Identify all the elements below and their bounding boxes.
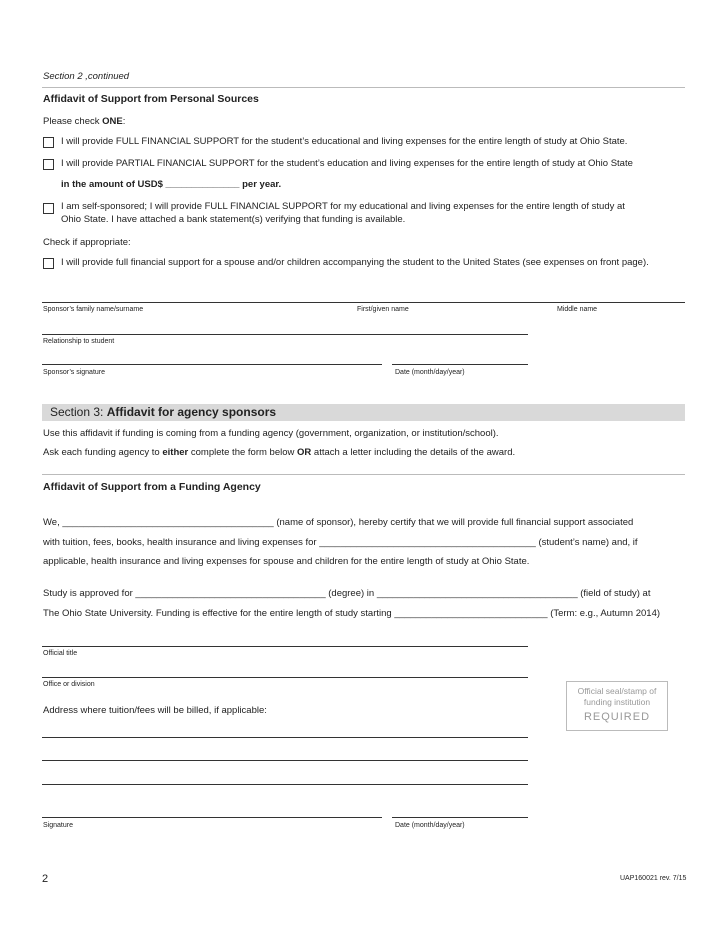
agency-signature-label: Signature bbox=[43, 822, 73, 829]
section3-title: Affidavit for agency sponsors bbox=[106, 405, 277, 419]
intro2-or: OR bbox=[297, 447, 312, 458]
seal-required: REQUIRED bbox=[583, 711, 651, 723]
section-continued-label: Section 2 ,continued bbox=[43, 71, 130, 82]
family-support-checkbox[interactable] bbox=[43, 258, 54, 269]
study-approved-line2[interactable]: The Ohio State University. Funding is effective for the entire length of study starting _____________________________ (Term: e.g., Autumn 2014) bbox=[43, 608, 661, 619]
official-seal-box bbox=[566, 681, 668, 731]
full-support-checkbox[interactable] bbox=[43, 137, 54, 148]
partial-support-option: I will provide PARTIAL FINANCIAL SUPPORT for the student’s education and living expenses for the entire length of study at Ohio State bbox=[61, 158, 633, 169]
intro2-a: Ask each funding agency to bbox=[43, 447, 163, 458]
billing-address-line2[interactable] bbox=[42, 760, 528, 761]
check-one-emphasis: ONE bbox=[102, 116, 123, 127]
agency-certify-line2[interactable]: with tuition, fees, books, health insurance and living expenses for _________________________________________ (student’s name) and, if bbox=[43, 537, 638, 548]
intro2-either: either bbox=[162, 447, 189, 458]
sponsor-name-line[interactable] bbox=[42, 302, 685, 303]
billing-address-line3[interactable] bbox=[42, 784, 528, 785]
check-colon: : bbox=[122, 116, 126, 127]
form-code: UAP160021 rev. 7/15 bbox=[620, 875, 687, 882]
section3-prefix: Section 3: bbox=[50, 405, 107, 419]
self-sponsored-option-line1: I am self-sponsored; I will provide FULL FINANCIAL SUPPORT for my educational and living expenses for the entire length of study at bbox=[61, 201, 625, 212]
family-support-option: I will provide full financial support for a spouse and/or children accompanying the student to the United States (see expenses on front page). bbox=[61, 257, 649, 268]
sponsor-date-line[interactable] bbox=[392, 364, 528, 365]
agency-signature-line[interactable] bbox=[42, 817, 382, 818]
divider bbox=[42, 474, 685, 475]
sponsor-middle-name-label: Middle name bbox=[557, 306, 598, 313]
divider bbox=[42, 87, 685, 88]
check-prefix: Please check bbox=[43, 116, 103, 127]
check-if-appropriate: Check if appropriate: bbox=[43, 237, 131, 248]
section3-intro2 bbox=[43, 447, 515, 458]
agency-certify-line3: applicable, health insurance and living expenses for spouse and children for the entire length of study at Ohio State. bbox=[43, 556, 530, 567]
relationship-line[interactable] bbox=[42, 334, 528, 335]
sponsor-date-label: Date (month/day/year) bbox=[395, 369, 465, 376]
sponsor-signature-label: Sponsor’s signature bbox=[43, 369, 106, 376]
check-one-instruction bbox=[43, 116, 125, 127]
office-line[interactable] bbox=[42, 677, 528, 678]
seal-line1: Official seal/stamp of bbox=[577, 686, 657, 696]
partial-support-checkbox[interactable] bbox=[43, 159, 54, 170]
billing-address-label: Address where tuition/fees will be billed, if applicable: bbox=[43, 705, 267, 716]
study-approved-line1[interactable]: Study is approved for ____________________________________ (degree) in ______________________________________ (field of study) at bbox=[43, 588, 651, 599]
official-title-label: Official title bbox=[43, 650, 78, 657]
billing-address-line1[interactable] bbox=[42, 737, 528, 738]
section3-intro1: Use this affidavit if funding is coming from a funding agency (government, organization, or institution/school). bbox=[43, 428, 499, 439]
sponsor-first-name-label: First/given name bbox=[357, 306, 409, 313]
section3-header bbox=[42, 404, 685, 421]
official-title-line[interactable] bbox=[42, 646, 528, 647]
office-label: Office or division bbox=[43, 681, 95, 688]
sponsor-family-name-label: Sponsor’s family name/surname bbox=[43, 306, 144, 313]
full-support-option: I will provide FULL FINANCIAL SUPPORT for the student’s educational and living expenses for the entire length of study at Ohio State. bbox=[61, 136, 628, 147]
intro2-b: complete the form below bbox=[188, 447, 298, 458]
agency-date-label: Date (month/day/year) bbox=[395, 822, 465, 829]
relationship-label: Relationship to student bbox=[43, 338, 115, 345]
self-sponsored-checkbox[interactable] bbox=[43, 203, 54, 214]
agency-certify-line1[interactable]: We, ________________________________________ (name of sponsor), hereby certify that we will provide full financial support associated bbox=[43, 517, 634, 528]
personal-affidavit-title: Affidavit of Support from Personal Sources bbox=[43, 93, 259, 105]
partial-amount-field[interactable]: in the amount of USD$ ______________ per year. bbox=[61, 179, 282, 190]
sponsor-signature-line[interactable] bbox=[42, 364, 382, 365]
intro2-c: attach a letter including the details of the award. bbox=[311, 447, 516, 458]
self-sponsored-option-line2: Ohio State. I have attached a bank statement(s) verifying that funding is available. bbox=[61, 214, 406, 225]
page-number: 2 bbox=[42, 873, 49, 885]
agency-date-line[interactable] bbox=[392, 817, 528, 818]
seal-line2: funding institution bbox=[583, 697, 651, 707]
agency-affidavit-title: Affidavit of Support from a Funding Agency bbox=[43, 481, 261, 493]
